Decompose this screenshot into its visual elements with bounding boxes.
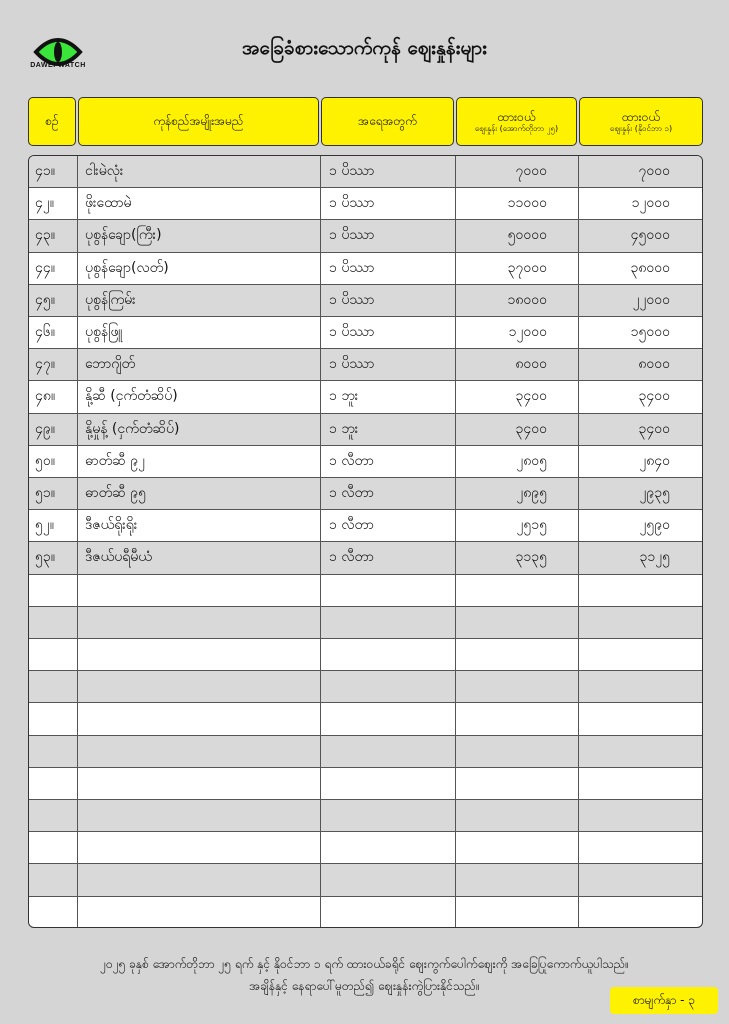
empty-table-row bbox=[29, 671, 702, 703]
table-row bbox=[29, 188, 702, 220]
row-number: ၄၅။ bbox=[35, 291, 55, 308]
unit-cell: ၁ လီတာ bbox=[329, 485, 374, 502]
row-number: ၄၃။ bbox=[35, 227, 55, 244]
empty-table-row bbox=[29, 897, 702, 928]
row-number: ၄၉။ bbox=[35, 420, 55, 437]
column-divider bbox=[578, 156, 579, 927]
price-oct-cell: ၁၁၀၀၀ bbox=[507, 195, 547, 212]
header-item: ကုန်စည်အမျိုးအမည် bbox=[78, 97, 319, 146]
row-number: ၄၁။ bbox=[35, 163, 55, 180]
page-number-badge: စာမျက်နှာ - ၃ bbox=[610, 987, 718, 1014]
unit-cell: ၁ ပိဿာ bbox=[329, 356, 375, 373]
header-unit: အရေအတွက် bbox=[321, 97, 454, 146]
row-number: ၅၃။ bbox=[35, 549, 55, 566]
empty-table-row bbox=[29, 768, 702, 800]
header-price-oct: ထားဝယ် ဈေးနှုန်း (အောက်တိုဘာ ၂၅) bbox=[456, 97, 577, 146]
column-divider bbox=[77, 156, 78, 927]
item-name: ငါးမဲလုံး bbox=[85, 163, 124, 180]
price-oct-cell: ၂၅၁၅ bbox=[516, 517, 547, 534]
price-nov-cell: ၂၉၃၅ bbox=[639, 485, 670, 502]
table-row bbox=[29, 349, 702, 381]
unit-cell: ၁ လီတာ bbox=[329, 549, 374, 566]
unit-cell: ၁ ဘူး bbox=[329, 388, 359, 405]
row-number: ၄၂။ bbox=[35, 195, 54, 212]
unit-cell: ၁ ပိဿာ bbox=[329, 195, 375, 212]
row-number: ၄၈။ bbox=[35, 388, 56, 405]
item-name: နို့မှုန့် (ငှက်တံဆိပ်) bbox=[85, 420, 180, 437]
table-row bbox=[29, 414, 702, 446]
price-oct-cell: ၂၈၀၅ bbox=[516, 452, 547, 469]
header-price-nov: ထားဝယ် ဈေးနှုန်း (နိုဝင်ဘာ ၁) bbox=[579, 97, 703, 146]
unit-cell: ၁ ပိဿာ bbox=[329, 324, 375, 341]
price-nov-cell: ၁၂၀၀၀ bbox=[631, 195, 670, 212]
table-row bbox=[29, 381, 702, 413]
item-name: ဓာတ်ဆီ ၉၂ bbox=[85, 452, 145, 469]
price-oct-cell: ၂၈၉၅ bbox=[516, 485, 547, 502]
footer-line-1: ၂၀၂၅ ခုနှစ် အောက်တိုဘာ ၂၅ ရက် နှင့် နိုဝင်ဘာ ၁ ရက် ထားဝယ်ခရိုင် ဈေးကွက်ပေါက်ဈေးကို အခြေပြုကောက်ယူပါသည်။ bbox=[100, 957, 629, 971]
unit-cell: ၁ လီတာ bbox=[329, 452, 374, 469]
unit-cell: ၁ ပိဿာ bbox=[329, 259, 375, 276]
unit-cell: ၁ ဘူး bbox=[329, 420, 359, 437]
price-nov-cell: ၃၄၀၀ bbox=[638, 420, 670, 437]
row-number: ၄၇။ bbox=[35, 356, 55, 373]
item-name: ဘောဂျိတ် bbox=[85, 356, 136, 373]
table-row bbox=[29, 446, 702, 478]
item-name: ဖိုးထောမဲ bbox=[85, 195, 132, 212]
table-row bbox=[29, 317, 702, 349]
row-number: ၅၁။ bbox=[35, 485, 55, 502]
brand-name: DAWEI WATCH bbox=[30, 62, 86, 69]
table-row bbox=[29, 156, 702, 188]
price-nov-cell: ၂၂၀၀၀ bbox=[632, 291, 670, 308]
empty-table-row bbox=[29, 639, 702, 671]
footer-line-2: အချိန်နှင့် နေရာပေါ်မူတည်၍ ဈေးနှုန်းကွဲပြားနိုင်သည်။ bbox=[249, 979, 480, 993]
unit-cell: ၁ လီတာ bbox=[329, 517, 374, 534]
unit-cell: ၁ ပိဿာ bbox=[329, 291, 375, 308]
row-number: ၅၂။ bbox=[35, 517, 54, 534]
empty-table-row bbox=[29, 703, 702, 735]
empty-table-row bbox=[29, 800, 702, 832]
table-row bbox=[29, 478, 702, 510]
column-divider bbox=[455, 156, 456, 927]
price-oct-cell: ၃၄၀၀ bbox=[515, 388, 547, 405]
footer-note bbox=[40, 953, 689, 997]
item-name: ပုစွန်ဖြူ bbox=[85, 324, 123, 341]
price-oct-cell: ၃၁၃၅ bbox=[515, 549, 547, 566]
empty-table-row bbox=[29, 832, 702, 864]
price-nov-cell: ၃၈၀၀၀ bbox=[630, 259, 670, 276]
price-nov-cell: ၁၅၀၀၀ bbox=[630, 324, 670, 341]
table-row bbox=[29, 510, 702, 542]
price-oct-cell: ၇၀၀၀ bbox=[515, 163, 547, 180]
item-name: ဒီဇယ်ပရီမီယံ bbox=[85, 549, 152, 566]
row-number: ၄၄။ bbox=[35, 259, 55, 276]
table-row bbox=[29, 542, 702, 574]
item-name: ဓာတ်ဆီ ၉၅ bbox=[85, 485, 146, 502]
price-oct-cell: ၅၀၀၀၀ bbox=[507, 227, 547, 244]
empty-table-row bbox=[29, 736, 702, 768]
empty-table-row bbox=[29, 575, 702, 607]
item-name: နို့ဆီ (ငှက်တံဆိပ်) bbox=[85, 388, 178, 405]
price-oct-cell: ၈၀၀၀ bbox=[515, 356, 547, 373]
empty-table-row bbox=[29, 607, 702, 639]
price-nov-cell: ၂၅၉၀ bbox=[639, 517, 670, 534]
header-no: စဉ် bbox=[28, 97, 76, 146]
item-name: ဒီဇယ်ရိုးရိုး bbox=[85, 517, 138, 534]
empty-table-row bbox=[29, 864, 702, 896]
price-table bbox=[28, 155, 703, 928]
table-row bbox=[29, 253, 702, 285]
price-oct-cell: ၃၄၀၀ bbox=[515, 420, 547, 437]
table-row bbox=[29, 220, 702, 252]
row-number: ၄၆။ bbox=[35, 324, 55, 341]
price-oct-cell: ၃၇၀၀၀ bbox=[507, 259, 547, 276]
item-name: ပုစွန်ချော(ကြီး) bbox=[85, 227, 162, 244]
price-nov-cell: ၃၄၀၀ bbox=[638, 388, 670, 405]
price-nov-cell: ၈၀၀၀ bbox=[638, 356, 670, 373]
item-name: ပုစွန်ကြမ်း bbox=[85, 291, 136, 308]
column-divider bbox=[320, 156, 321, 927]
table-row bbox=[29, 285, 702, 317]
price-nov-cell: ၂၈၄၀ bbox=[639, 452, 670, 469]
price-nov-cell: ၃၁၂၅ bbox=[639, 549, 670, 566]
price-oct-cell: ၁၂၀၀၀ bbox=[508, 324, 547, 341]
price-oct-cell: ၁၈၀၀၀ bbox=[507, 291, 547, 308]
row-number: ၅၀။ bbox=[35, 452, 55, 469]
page-title: အခြေခံစားသောက်ကုန် ဈေးနှုန်းများ bbox=[242, 37, 487, 59]
price-nov-cell: ၇၀၀၀ bbox=[638, 163, 670, 180]
unit-cell: ၁ ပိဿာ bbox=[329, 227, 375, 244]
unit-cell: ၁ ပိဿာ bbox=[329, 163, 375, 180]
price-nov-cell: ၄၅၀၀၀ bbox=[630, 227, 670, 244]
item-name: ပုစွန်ချော(လတ်) bbox=[85, 259, 169, 276]
